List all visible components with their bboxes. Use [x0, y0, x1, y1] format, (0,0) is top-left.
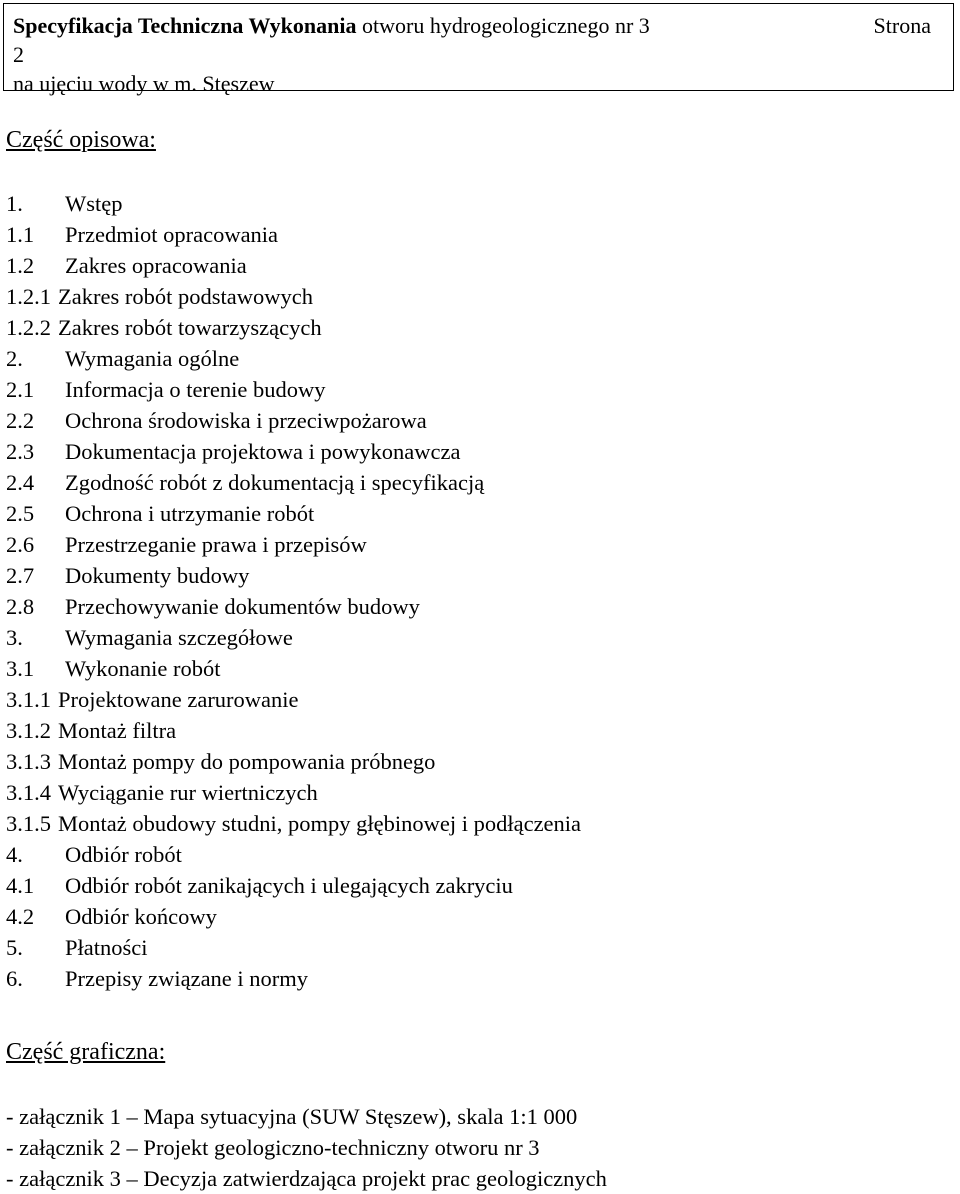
attachment-item: - załącznik 1 – Mapa sytuacyjna (SUW Stęszew), skala 1:1 000: [6, 1104, 578, 1129]
toc-item-title: Ochrona środowiska i przeciwpożarowa: [65, 408, 427, 433]
toc-item: [6, 715, 581, 746]
toc-item-title: Wymagania ogólne: [65, 346, 240, 371]
toc-item-title: Zakres opracowania: [65, 253, 247, 278]
toc-item-title: Odbiór robót: [65, 842, 182, 867]
document-header: [3, 3, 954, 96]
toc-item-number: 3.1: [6, 656, 35, 681]
toc-item-number: 3.1.3: [6, 749, 51, 774]
toc-item-title: Wykonanie robót: [65, 656, 221, 681]
toc-item: [6, 808, 581, 839]
toc-item-number: 1.1: [6, 222, 35, 247]
toc-item: [6, 529, 581, 560]
toc-item: [6, 343, 581, 374]
toc-item: [6, 312, 581, 343]
toc-item-number: 5.: [6, 935, 23, 960]
toc-item: [6, 963, 581, 994]
toc-item-number: 2.: [6, 346, 23, 371]
page-number: 2: [13, 42, 24, 67]
toc-item-number: 4.: [6, 842, 23, 867]
toc-item-title: Odbiór robót zanikających i ulegających zakryciu: [65, 873, 513, 898]
toc-item-title: Zgodność robót z dokumentacją i specyfikacją: [65, 470, 485, 495]
table-of-contents: [6, 188, 581, 994]
toc-item: [6, 839, 581, 870]
toc-item: [6, 188, 581, 219]
toc-item-title: Ochrona i utrzymanie robót: [65, 501, 315, 526]
toc-item-number: 3.1.4: [6, 780, 51, 805]
toc-item: [6, 932, 581, 963]
attachment-item: - załącznik 2 – Projekt geologiczno-techniczny otworu nr 3: [6, 1135, 540, 1160]
toc-item-number: 1.2.2: [6, 315, 51, 340]
toc-item-title: Dokumenty budowy: [65, 563, 250, 588]
toc-item-number: 2.2: [6, 408, 35, 433]
toc-item-number: 2.3: [6, 439, 35, 464]
attachment-item: - załącznik 3 – Decyzja zatwierdzająca projekt prac geologicznych: [6, 1166, 607, 1191]
toc-item-number: 1.: [6, 191, 23, 216]
toc-item-number: 2.8: [6, 594, 35, 619]
toc-item: [6, 467, 581, 498]
descriptive-part-heading: Część opisowa:: [6, 127, 156, 153]
header-location: na ujęciu wody w m. Stęszew: [13, 71, 275, 96]
toc-item-title: Projektowane zarurowanie: [58, 687, 299, 712]
toc-item: [6, 870, 581, 901]
toc-item-title: Montaż filtra: [58, 718, 177, 743]
toc-item-number: 3.1.2: [6, 718, 51, 743]
toc-item: [6, 653, 581, 684]
page-label: Strona: [873, 13, 931, 38]
toc-item-title: Zakres robót towarzyszących: [58, 315, 322, 340]
toc-item: [6, 405, 581, 436]
toc-item-number: 4.2: [6, 904, 35, 929]
toc-item-title: Informacja o terenie budowy: [65, 377, 326, 402]
toc-item-title: Wymagania szczegółowe: [65, 625, 293, 650]
toc-item-title: Montaż obudowy studni, pompy głębinowej i podłączenia: [58, 811, 582, 836]
toc-item-title: Wstęp: [65, 191, 123, 216]
document-subtitle: otworu hydrogeologicznego nr 3: [356, 13, 650, 38]
toc-item-number: 2.4: [6, 470, 35, 495]
toc-item: [6, 591, 581, 622]
toc-item-number: 3.1.5: [6, 811, 51, 836]
toc-item: [6, 436, 581, 467]
toc-item-title: Przepisy związane i normy: [65, 966, 309, 991]
toc-item: [6, 622, 581, 653]
toc-item-title: Odbiór końcowy: [65, 904, 217, 929]
toc-item-title: Dokumentacja projektowa i powykonawcza: [65, 439, 461, 464]
toc-item: [6, 281, 581, 312]
toc-item-title: Przechowywanie dokumentów budowy: [65, 594, 420, 619]
toc-item-number: 3.: [6, 625, 23, 650]
toc-item-number: 2.7: [6, 563, 35, 588]
toc-item-number: 1.2.1: [6, 284, 51, 309]
toc-item: [6, 901, 581, 932]
toc-item-number: 3.1.1: [6, 687, 51, 712]
toc-item: [6, 684, 581, 715]
attachments-list: [6, 1101, 607, 1194]
toc-item-title: Przestrzeganie prawa i przepisów: [65, 532, 367, 557]
document-title: Specyfikacja Techniczna Wykonania: [13, 13, 357, 38]
toc-item: [6, 250, 581, 281]
toc-item: [6, 746, 581, 777]
toc-item-title: Przedmiot opracowania: [65, 222, 279, 247]
toc-item-number: 2.1: [6, 377, 35, 402]
toc-item-title: Montaż pompy do pompowania próbnego: [58, 749, 436, 774]
toc-item-title: Zakres robót podstawowych: [58, 284, 313, 309]
toc-item-title: Płatności: [65, 935, 148, 960]
toc-item-title: Wyciąganie rur wiertniczych: [58, 780, 318, 805]
toc-item: [6, 560, 581, 591]
toc-item-number: 4.1: [6, 873, 35, 898]
toc-item: [6, 777, 581, 808]
toc-item: [6, 219, 581, 250]
toc-item-number: 6.: [6, 966, 23, 991]
toc-item-number: 2.5: [6, 501, 35, 526]
graphic-part-heading: Część graficzna:: [6, 1039, 166, 1065]
toc-item: [6, 374, 581, 405]
toc-item: [6, 498, 581, 529]
toc-item-number: 2.6: [6, 532, 35, 557]
header-title-line: [13, 11, 953, 40]
toc-item-number: 1.2: [6, 253, 35, 278]
